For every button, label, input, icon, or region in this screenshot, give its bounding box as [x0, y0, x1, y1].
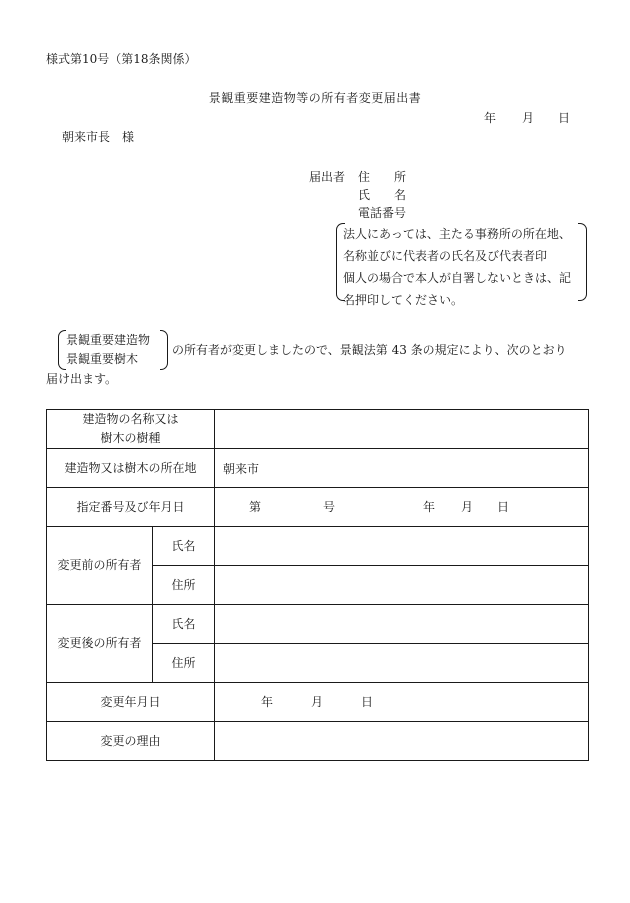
new-owner-address-label: 住所 — [153, 644, 215, 683]
change-day: 日 — [361, 695, 374, 709]
declaration-text-end: 届け出ます。 — [46, 372, 118, 386]
name-label-cell — [47, 410, 215, 449]
table-row-reason — [47, 722, 589, 761]
notification-table — [46, 409, 589, 761]
prev-owner-name-cell[interactable] — [215, 527, 589, 566]
new-owner-label-cell: 変更後の所有者 — [47, 605, 153, 683]
designation-value-cell[interactable] — [215, 488, 589, 527]
addressee: 朝来市長 様 — [62, 130, 135, 144]
prev-owner-address-label: 住所 — [153, 566, 215, 605]
submission-month-label: 月 — [522, 111, 535, 125]
option-landscape-tree: 景観重要樹木 — [66, 352, 139, 366]
submission-day-label: 日 — [558, 111, 571, 125]
submission-year-label: 年 — [484, 111, 497, 125]
table-row-new-owner-name — [47, 605, 589, 644]
location-value: 朝来市 — [223, 461, 260, 476]
document-title: 景観重要建造物等の所有者変更届出書 — [208, 91, 422, 105]
declaration-text: の所有者が変更しましたので、景観法第 43 条の規定により、次のとおり — [172, 343, 567, 357]
prev-owner-address-cell[interactable] — [215, 566, 589, 605]
form-number: 様式第10号（第18条関係） — [46, 52, 197, 66]
note-line: 個人の場合で本人が自署しないときは、記 — [343, 271, 572, 285]
declaration-bracket-left — [58, 330, 66, 370]
applicant-phone-label: 電話番号 — [358, 206, 407, 220]
applicant-name-label: 氏 名 — [358, 188, 407, 202]
table-row-designation — [47, 488, 589, 527]
designation-day: 日 — [497, 500, 510, 514]
applicant-note — [343, 223, 587, 311]
option-landscape-building: 景観重要建造物 — [66, 333, 151, 347]
table-row-prev-owner-name — [47, 527, 589, 566]
prev-owner-label-cell: 変更前の所有者 — [47, 527, 153, 605]
table-row-location — [47, 449, 589, 488]
new-owner-name-label: 氏名 — [153, 605, 215, 644]
reason-value-cell[interactable] — [215, 722, 589, 761]
change-date-value-cell[interactable] — [215, 683, 589, 722]
applicant-address-label: 住 所 — [358, 170, 407, 184]
change-year: 年 — [261, 695, 274, 709]
location-label-cell: 建造物又は樹木の所在地 — [47, 449, 215, 488]
name-value-cell[interactable] — [215, 410, 589, 449]
designation-label-cell: 指定番号及び年月日 — [47, 488, 215, 527]
applicant-label: 届出者 — [309, 170, 346, 184]
name-label-line1: 建造物の名称又は — [82, 412, 179, 426]
new-owner-address-cell[interactable] — [215, 644, 589, 683]
designation-dai: 第 — [249, 500, 262, 514]
location-value-cell[interactable] — [215, 449, 589, 488]
designation-year: 年 — [423, 500, 436, 514]
reason-label-cell: 変更の理由 — [47, 722, 215, 761]
name-label-line2: 樹木の樹種 — [100, 431, 161, 445]
designation-go: 号 — [323, 500, 336, 514]
prev-owner-name-label: 氏名 — [153, 527, 215, 566]
change-date-label-cell: 変更年月日 — [47, 683, 215, 722]
new-owner-name-cell[interactable] — [215, 605, 589, 644]
note-line: 名押印してください。 — [343, 293, 464, 307]
declaration-bracket-right — [160, 330, 168, 370]
change-month: 月 — [311, 695, 324, 709]
designation-month: 月 — [461, 500, 474, 514]
table-row-name — [47, 410, 589, 449]
table-row-change-date — [47, 683, 589, 722]
note-line: 名称並びに代表者の氏名及び代表者印 — [343, 249, 548, 263]
note-line: 法人にあっては、主たる事務所の所在地、 — [343, 227, 571, 241]
